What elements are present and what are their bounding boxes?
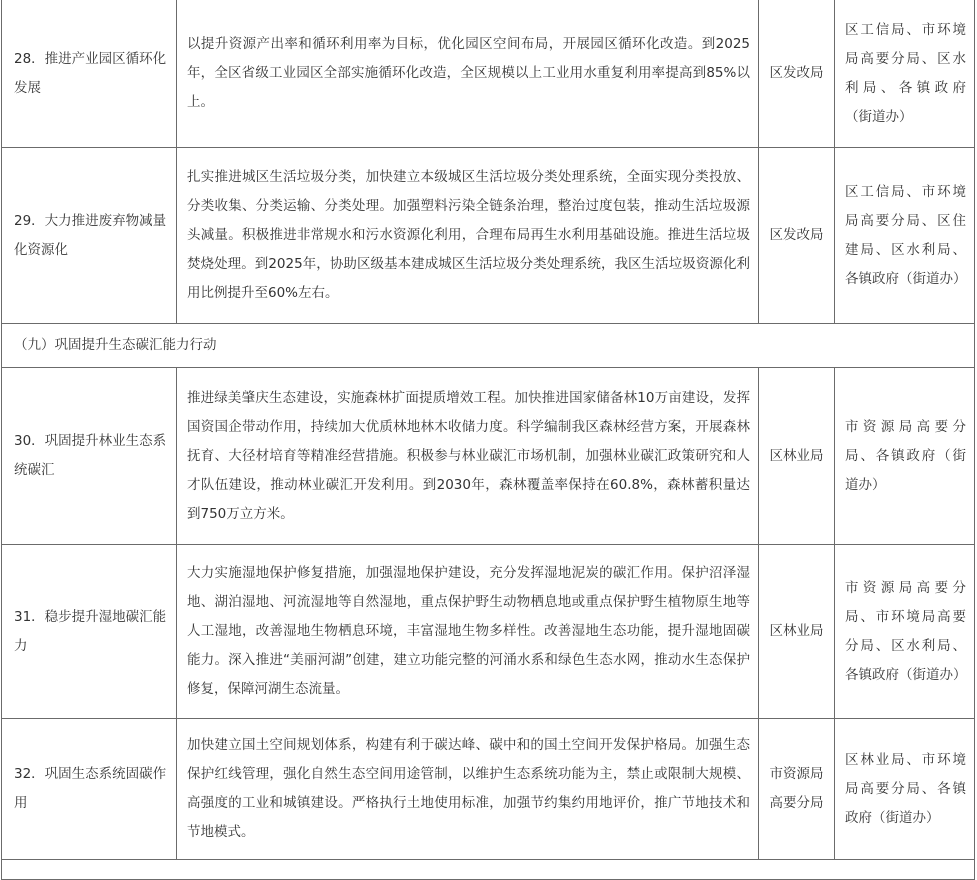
partner-units-cell: 区林业局、市环境局高要分局、各镇政府（街道办） (835, 719, 975, 860)
table-row (2, 719, 975, 860)
table-row (2, 0, 975, 148)
partner-units-cell: 市资源局高要分局、市环境局高要分局、区水利局、各镇政府（街道办） (835, 545, 975, 719)
table-row (2, 545, 975, 719)
task-name-cell: 30．巩固提升林业生态系统碳汇 (2, 368, 177, 545)
task-name-cell: 29．大力推进废弃物减量化资源化 (2, 148, 177, 324)
lead-unit-cell: 区林业局 (759, 368, 835, 545)
partner-units-cell: 区工信局、市环境局高要分局、区水利局、各镇政府（街道办） (835, 0, 975, 148)
table-row (2, 148, 975, 324)
task-content-cell: 以提升资源产出率和循环利用率为目标，优化园区空间布局，开展园区循环化改造。到2025年，全区省级工业园区全部实施循环化改造，全区规模以上工业用水重复利用率提高到85%以上。 (177, 0, 759, 148)
table-row-empty (2, 860, 975, 880)
task-name-cell: 28．推进产业园区循环化发展 (2, 0, 177, 148)
task-content-cell: 推进绿美肇庆生态建设，实施森林扩面提质增效工程。加快推进国家储备林10万亩建设，发挥国资国企带动作用，持续加大优质林地林木收储力度。科学编制我区森林经营方案，开展森林抚育、大径材培育等精准经营措施。积极参与林业碳汇市场机制，加强林业碳汇政策研究和人才队伍建设，推动林业碳汇开发利用。到2030年，森林覆盖率保持在60.8%，森林蓄积量达到750万立方米。 (177, 368, 759, 545)
lead-unit-cell: 区林业局 (759, 545, 835, 719)
task-name-cell: 31．稳步提升湿地碳汇能力 (2, 545, 177, 719)
section-header-row (2, 324, 975, 368)
task-name-cell: 32．巩固生态系统固碳作用 (2, 719, 177, 860)
task-content-cell: 大力实施湿地保护修复措施，加强湿地保护建设，充分发挥湿地泥炭的碳汇作用。保护沼泽湿地、湖泊湿地、河流湿地等自然湿地，重点保护野生动物栖息地或重点保护野生植物原生地等人工湿地，改善湿地生物栖息环境，丰富湿地生物多样性。改善湿地生态功能，提升湿地固碳能力。深入推进“美丽河湖”创建，建立功能完整的河涌水系和绿色生态水网，推动水生态保护修复，保障河湖生态流量。 (177, 545, 759, 719)
task-content-cell: 加快建立国土空间规划体系，构建有利于碳达峰、碳中和的国土空间开发保护格局。加强生态保护红线管理，强化自然生态空间用途管制，以维护生态系统功能为主，禁止或限制大规模、高强度的工业和城镇建设。严格执行土地使用标准，加强节约集约用地评价，推广节地技术和节地模式。 (177, 719, 759, 860)
lead-unit-cell: 区发改局 (759, 148, 835, 324)
table-row (2, 368, 975, 545)
task-table (1, 0, 975, 880)
lead-unit-cell: 区发改局 (759, 0, 835, 148)
partner-units-cell: 市资源局高要分局、各镇政府（街道办） (835, 368, 975, 545)
section-title: （九）巩固提升生态碳汇能力行动 (2, 324, 975, 368)
lead-unit-cell: 市资源局高要分局 (759, 719, 835, 860)
partner-units-cell: 区工信局、市环境局高要分局、区住建局、区水利局、各镇政府（街道办） (835, 148, 975, 324)
empty-cell (2, 860, 975, 880)
task-content-cell: 扎实推进城区生活垃圾分类，加快建立本级城区生活垃圾分类处理系统，全面实现分类投放、分类收集、分类运输、分类处理。加强塑料污染全链条治理，整治过度包装，推动生活垃圾源头减量。积极推进非常规水和污水资源化利用，合理布局再生水利用基础设施。推进生活垃圾焚烧处理。到2025年，协助区级基本建成城区生活垃圾分类处理系统，我区生活垃圾资源化利用比例提升至60%左右。 (177, 148, 759, 324)
